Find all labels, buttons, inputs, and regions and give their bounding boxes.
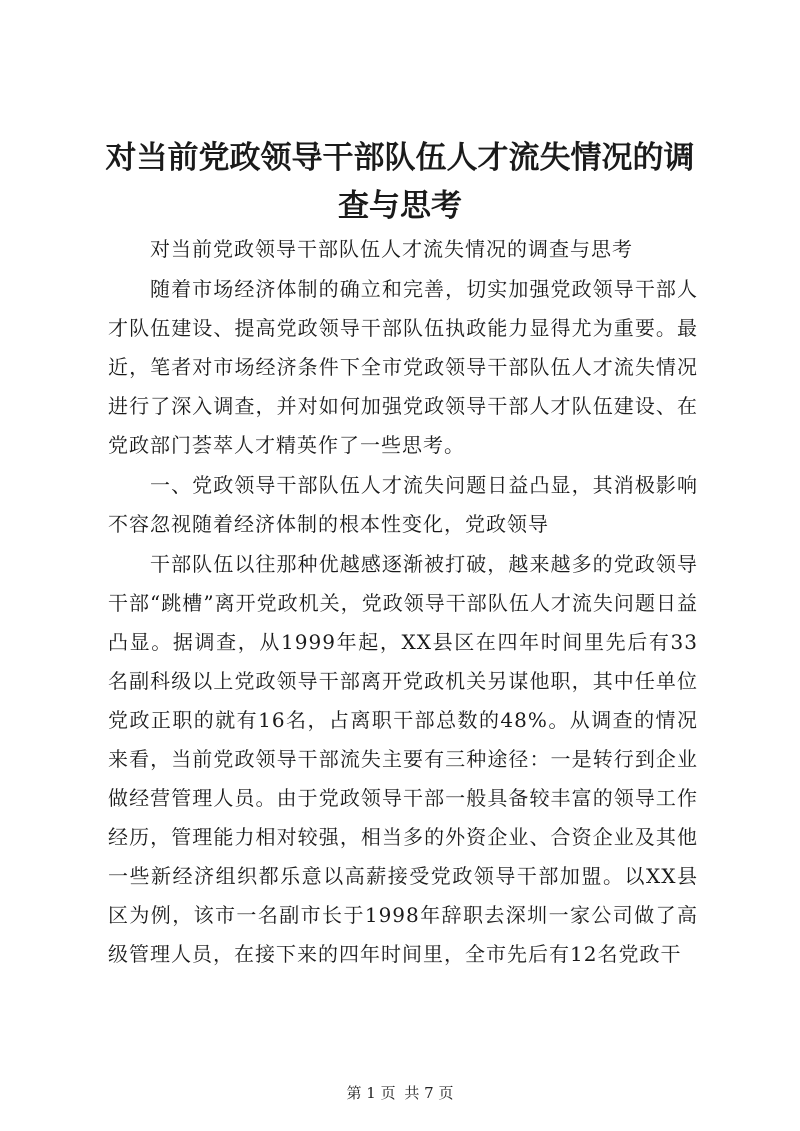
page-number: 第 1 页 [346, 1084, 396, 1102]
paragraph-intro: 随着市场经济体制的确立和完善，切实加强党政领导干部人才队伍建设、提高党政领导干部队伍执政能力显得尤为重要。最近，笔者对市场经济条件下全市党政领导干部队伍人才流失情况进行了深入调查，并对如何加强党政领导干部人才队伍建设、在党政部门荟萃人才精英作了一些思考。 [108, 277, 698, 457]
total-pages: 共 7 页 [404, 1084, 454, 1102]
page-footer [0, 1082, 800, 1103]
document-body [108, 230, 698, 975]
paragraph-section-heading: 一、党政领导干部队伍人才流失问题日益凸显，其消极影响不容忽视随着经济体制的根本性变化，党政领导 [108, 473, 698, 536]
paragraph-body: 干部队伍以往那种优越感逐渐被打破，越来越多的党政领导干部“跳槽”离开党政机关，党政领导干部队伍人才流失问题日益凸显。据调查，从1999年起，XX县区在四年时间里先后有33名副科级以上党政领导干部离开党政机关另谋他职，其中任单位党政正职的就有16名，占离职干部总数的48%。从调查的情况来看，当前党政领导干部流失主要有三种途径：一是转行到企业做经营管理人员。由于党政领导干部一般具备较丰富的领导工作经历，管理能力相对较强，相当多的外资企业、合资企业及其他一些新经济组织都乐意以高薪接受党政领导干部加盟。以XX县区为例，该市一名副市长于1998年辞职去深圳一家公司做了高级管理人员，在接下来的四年时间里，全市先后有12名党政干 [108, 552, 698, 966]
document-title: 对当前党政领导干部队伍人才流失情况的调查与思考 [105, 140, 695, 224]
paragraph-subtitle: 对当前党政领导干部队伍人才流失情况的调查与思考 [150, 237, 633, 261]
